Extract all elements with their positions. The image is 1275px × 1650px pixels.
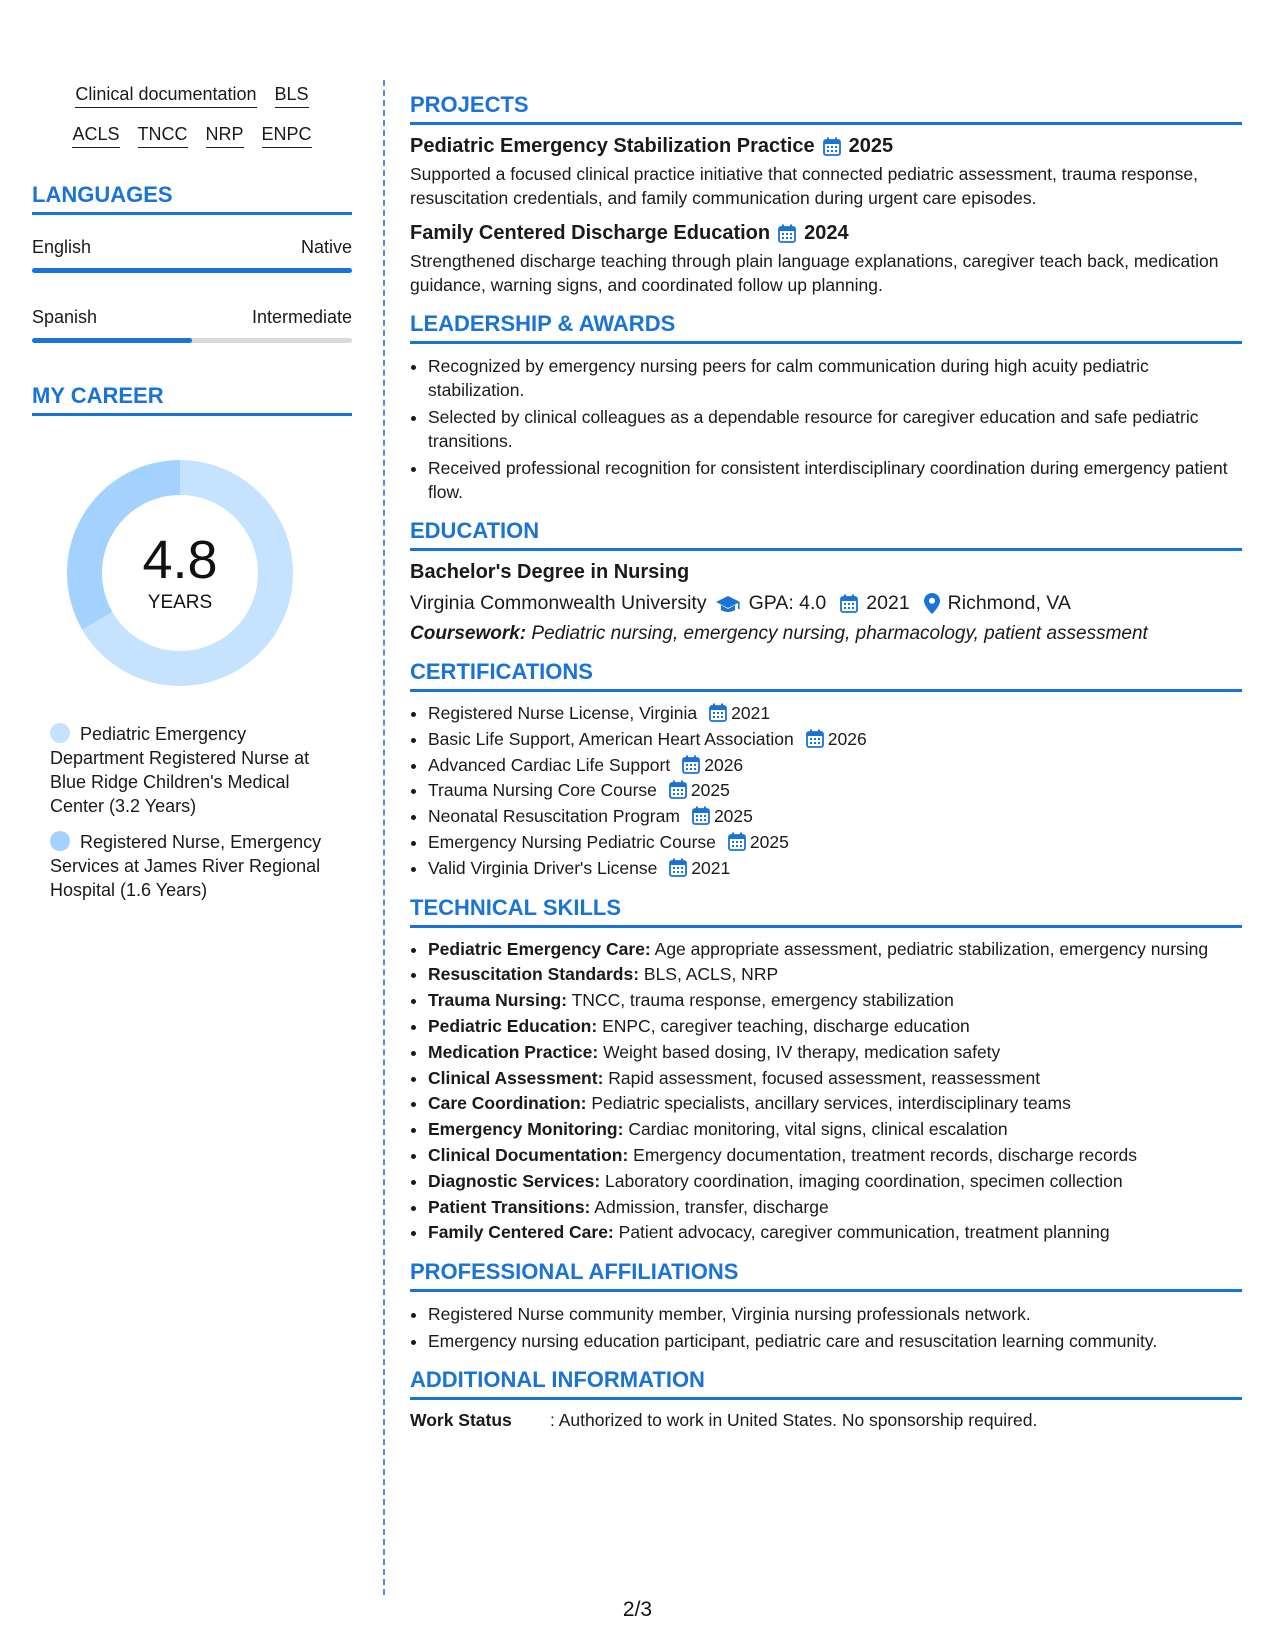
certification-name: Basic Life Support, American Heart Association — [428, 728, 794, 749]
language-proficiency-fill — [32, 268, 352, 273]
left-column — [32, 84, 352, 914]
skill-category: Emergency Monitoring: — [428, 1119, 624, 1140]
career-total-unit: YEARS — [147, 592, 213, 613]
language-level: Intermediate — [251, 307, 352, 327]
certification-year: 2026 — [827, 728, 867, 749]
skill-detail: Emergency documentation, treatment records, discharge records — [633, 1144, 1138, 1165]
skill-item — [428, 1196, 1242, 1220]
degree: Bachelor's Degree in Nursing — [410, 561, 690, 583]
education-section — [410, 518, 1242, 645]
skill-item — [428, 1041, 1242, 1065]
education-location: Richmond, VA — [947, 592, 1071, 614]
certification-year: 2025 — [749, 831, 789, 852]
certifications-list — [410, 702, 1242, 881]
skill-item — [428, 1015, 1242, 1039]
skill-item — [428, 1067, 1242, 1091]
right-column — [410, 92, 1242, 1445]
skill-category: Pediatric Education: — [428, 1015, 598, 1036]
skill-tag: NRP — [206, 124, 244, 148]
skill-detail: Age appropriate assessment, pediatric stabilization, emergency nursing — [654, 938, 1209, 959]
skill-item — [428, 1092, 1242, 1116]
education-year: 2021 — [866, 592, 910, 614]
calendar-icon — [728, 832, 746, 851]
skill-item — [428, 1221, 1242, 1245]
language-row — [32, 237, 352, 258]
calendar-icon — [840, 594, 858, 613]
page-number: 2/3 — [622, 1598, 653, 1621]
column-divider — [383, 80, 385, 1595]
skill-tag: BLS — [275, 84, 309, 108]
skill-detail: TNCC, trauma response, emergency stabilization — [571, 990, 954, 1011]
languages-section — [32, 182, 352, 343]
project-title-row — [410, 135, 1242, 158]
skill-item — [428, 989, 1242, 1013]
certification-year: 2025 — [713, 806, 753, 827]
work-status-value: : Authorized to work in United States. No sponsorship required. — [550, 1410, 1038, 1431]
skill-category: Pediatric Emergency Care: — [428, 938, 651, 959]
calendar-icon — [692, 806, 710, 825]
project-year: 2025 — [848, 135, 894, 157]
award-item: • Received professional recognition for consistent interdisciplinary coordination during emergency patient flow. — [428, 456, 1242, 504]
skill-detail: Laboratory coordination, imaging coordination, specimen collection — [605, 1170, 1123, 1191]
award-item: • Recognized by emergency nursing peers for calm communication during high acuity pediatric stabilization. — [428, 354, 1242, 402]
project-year: 2024 — [804, 222, 849, 244]
skill-tag: ACLS — [72, 124, 119, 148]
project-description: Strengthened discharge teaching through plain language explanations, caregiver teach back, medication guidance, warning signs, and coordinated follow up planning. — [410, 251, 1219, 295]
career-legend-item — [50, 830, 330, 902]
calendar-icon — [778, 224, 796, 243]
certification-name: Trauma Nursing Core Course — [428, 780, 657, 801]
skill-item — [428, 1170, 1242, 1194]
skill-category: Care Coordination: — [428, 1093, 587, 1114]
skill-tag: TNCC — [138, 124, 188, 148]
work-status-row — [410, 1410, 1242, 1431]
work-status-label: Work Status — [410, 1410, 512, 1431]
calendar-icon — [682, 755, 700, 774]
certification-name: Advanced Cardiac Life Support — [428, 754, 671, 775]
certification-item — [428, 857, 1242, 881]
career-donut — [67, 460, 293, 686]
language-proficiency-bar — [32, 338, 352, 343]
career-section — [32, 383, 352, 902]
skill-category: Trauma Nursing: — [428, 990, 568, 1011]
tags-row — [32, 84, 352, 108]
language-item — [32, 237, 352, 273]
certification-name: Emergency Nursing Pediatric Course — [428, 831, 716, 852]
donut-center — [67, 460, 293, 686]
skill-item — [428, 1118, 1242, 1142]
projects-section — [410, 92, 1242, 297]
leadership-list — [410, 354, 1242, 504]
affiliations-list — [410, 1302, 1242, 1353]
language-level: Native — [300, 237, 352, 257]
career-legend-label: Registered Nurse, Emergency Services at James River Regional Hospital (1.6 Years) — [50, 832, 322, 900]
skill-tags — [32, 84, 352, 148]
projects-heading: PROJECTS — [410, 92, 1242, 125]
coursework — [410, 623, 1242, 645]
skill-category: Patient Transitions: — [428, 1196, 591, 1217]
certification-year: 2026 — [704, 754, 744, 775]
career-legend-item — [50, 722, 330, 818]
legend-dot — [50, 723, 70, 743]
skill-detail: Cardiac monitoring, vital signs, clinical escalation — [628, 1119, 1008, 1140]
affiliations-heading: PROFESSIONAL AFFILIATIONS — [410, 1259, 1242, 1292]
skills-list — [410, 938, 1242, 1246]
certification-name: Valid Virginia Driver's License — [428, 857, 658, 878]
skills-section — [410, 895, 1242, 1246]
skill-detail: Weight based dosing, IV therapy, medication safety — [603, 1041, 1001, 1062]
graduation-cap-icon — [715, 594, 741, 614]
language-row — [32, 307, 352, 328]
project-title: Pediatric Emergency Stabilization Practice — [410, 135, 815, 157]
career-heading: MY CAREER — [32, 383, 352, 416]
affiliation-item: • Emergency nursing education participant, pediatric care and resuscitation learning community. — [428, 1329, 1242, 1353]
calendar-icon — [669, 858, 687, 877]
language-name: English — [32, 237, 92, 257]
language-proficiency-fill — [32, 338, 192, 343]
certification-name: Neonatal Resuscitation Program — [428, 806, 680, 827]
project-description: Supported a focused clinical practice initiative that connected pediatric assessment, trauma response, resuscitation credentials, and family communication during urgent care episodes. — [410, 164, 1198, 208]
skill-detail: ENPC, caregiver teaching, discharge education — [602, 1015, 970, 1036]
tags-row — [32, 124, 352, 148]
language-proficiency-bar — [32, 268, 352, 273]
legend-dot — [50, 831, 70, 851]
coursework-text: Pediatric nursing, emergency nursing, pharmacology, patient assessment — [531, 623, 1148, 644]
skill-category: Diagnostic Services: — [428, 1170, 601, 1191]
additional-heading: ADDITIONAL INFORMATION — [410, 1367, 1242, 1400]
affiliations-section — [410, 1259, 1242, 1353]
certification-name: Registered Nurse License, Virginia — [428, 703, 698, 723]
coursework-label: Coursework: — [410, 623, 527, 644]
skill-category: Medication Practice: — [428, 1041, 599, 1062]
skills-heading: TECHNICAL SKILLS — [410, 895, 1242, 928]
certifications-section — [410, 659, 1242, 881]
gpa: GPA: 4.0 — [748, 592, 827, 614]
award-item: • Selected by clinical colleagues as a dependable resource for caregiver education and safe pediatric transitions. — [428, 405, 1242, 453]
leadership-section — [410, 311, 1242, 504]
education-details — [410, 592, 1242, 615]
additional-section — [410, 1367, 1242, 1431]
calendar-icon — [806, 729, 824, 748]
skill-detail: Patient advocacy, caregiver communication, treatment planning — [618, 1222, 1110, 1243]
certification-year: 2021 — [731, 703, 771, 723]
skill-item — [428, 1144, 1242, 1168]
certification-year: 2025 — [690, 780, 730, 801]
projects-list — [410, 135, 1242, 297]
affiliation-item: • Registered Nurse community member, Virginia nursing professionals network. — [428, 1302, 1242, 1326]
languages-heading: LANGUAGES — [32, 182, 352, 215]
certification-item — [428, 728, 1242, 752]
skill-detail: BLS, ACLS, NRP — [643, 964, 779, 985]
skill-category: Resuscitation Standards: — [428, 964, 640, 985]
certification-item — [428, 779, 1242, 803]
skill-category: Clinical Documentation: — [428, 1144, 629, 1165]
languages-list — [32, 237, 352, 343]
skill-detail: Admission, transfer, discharge — [594, 1196, 829, 1217]
language-item — [32, 307, 352, 343]
skill-detail: Pediatric specialists, ancillary services, interdisciplinary teams — [591, 1093, 1071, 1114]
calendar-icon — [823, 137, 841, 156]
skill-item — [428, 963, 1242, 987]
certification-year: 2021 — [691, 857, 731, 878]
certification-item — [428, 805, 1242, 829]
project-title-row — [410, 222, 1242, 245]
certification-item — [428, 754, 1242, 778]
school-name: Virginia Commonwealth University — [410, 592, 707, 614]
leadership-heading: LEADERSHIP & AWARDS — [410, 311, 1242, 344]
calendar-icon — [669, 780, 687, 799]
career-legend — [32, 722, 352, 902]
skill-tag: ENPC — [262, 124, 312, 148]
project-title: Family Centered Discharge Education — [410, 222, 771, 244]
calendar-icon — [709, 703, 727, 722]
career-total-value: 4.8 — [142, 530, 218, 590]
certifications-heading: CERTIFICATIONS — [410, 659, 1242, 692]
education-heading: EDUCATION — [410, 518, 1242, 551]
skill-category: Family Centered Care: — [428, 1222, 614, 1243]
skill-item — [428, 938, 1242, 962]
skill-category: Clinical Assessment: — [428, 1067, 604, 1088]
certification-item — [428, 831, 1242, 855]
career-legend-label: Pediatric Emergency Department Registered Nurse at Blue Ridge Children's Medical Center (3.2 Years) — [50, 724, 310, 816]
language-name: Spanish — [32, 307, 98, 327]
skill-detail: Rapid assessment, focused assessment, reassessment — [608, 1067, 1041, 1088]
location-pin-icon — [924, 593, 940, 614]
certification-item — [428, 702, 1242, 726]
skill-tag: Clinical documentation — [75, 84, 256, 108]
